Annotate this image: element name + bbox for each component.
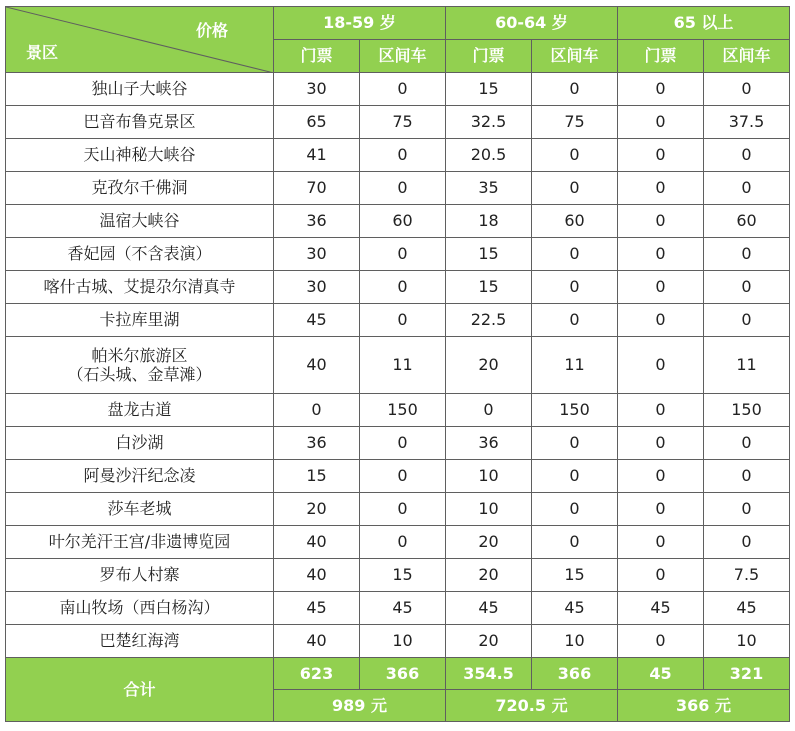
shuttle-price-cell: 0: [360, 493, 446, 526]
shuttle-price-cell: 0: [532, 238, 618, 271]
shuttle-price-cell: 0: [532, 271, 618, 304]
shuttle-price-cell: 10: [360, 625, 446, 658]
ticket-price-cell: 15: [446, 271, 532, 304]
ticket-price-cell: 40: [274, 559, 360, 592]
scenic-area-name: [6, 337, 274, 394]
price-column-label: 价格: [195, 21, 228, 40]
shuttle-price-cell: 0: [704, 427, 790, 460]
scenic-area-name-line: 白沙湖: [115, 433, 164, 453]
ticket-price-cell: 0: [618, 460, 704, 493]
scenic-area-name: [6, 625, 274, 658]
total-cell: 321: [704, 658, 790, 690]
scenic-area-column-label: 景区: [26, 42, 59, 62]
shuttle-price-cell: 0: [360, 73, 446, 106]
ticket-price-cell: 0: [274, 394, 360, 427]
table-row: [6, 106, 790, 139]
shuttle-price-cell: 10: [532, 625, 618, 658]
ticket-price-cell: 20.5: [446, 139, 532, 172]
shuttle-price-cell: 15: [532, 559, 618, 592]
shuttle-price-cell: 150: [532, 394, 618, 427]
ticket-price-cell: 32.5: [446, 106, 532, 139]
scenic-area-name: [6, 238, 274, 271]
ticket-price-cell: 40: [274, 625, 360, 658]
ticket-price-cell: 36: [274, 205, 360, 238]
ticket-price-cell: 10: [446, 460, 532, 493]
shuttle-price-cell: 0: [704, 271, 790, 304]
scenic-area-name: [6, 427, 274, 460]
shuttle-price-cell: 11: [532, 337, 618, 394]
shuttle-price-cell: 0: [704, 526, 790, 559]
scenic-area-name-line: 罗布人村寨: [99, 565, 180, 585]
scenic-area-name-line: 卡拉库里湖: [99, 310, 180, 330]
ticket-price-cell: 0: [618, 625, 704, 658]
table-row: [6, 73, 790, 106]
ticket-price-cell: 0: [618, 106, 704, 139]
scenic-area-name-line: 盘龙古道: [107, 400, 172, 420]
ticket-price-cell: 45: [274, 304, 360, 337]
shuttle-price-cell: 0: [532, 172, 618, 205]
shuttle-price-cell: 0: [704, 493, 790, 526]
ticket-price-cell: 18: [446, 205, 532, 238]
ticket-price-cell: 0: [446, 394, 532, 427]
shuttle-price-cell: 15: [360, 559, 446, 592]
ticket-price-cell: 30: [274, 271, 360, 304]
shuttle-price-cell: 0: [360, 526, 446, 559]
ticket-price-cell: 0: [618, 526, 704, 559]
group-header-60-64: 60-64 岁: [446, 7, 618, 40]
scenic-area-name: [6, 106, 274, 139]
ticket-price-cell: 20: [446, 526, 532, 559]
ticket-price-cell: 36: [446, 427, 532, 460]
table-row: [6, 559, 790, 592]
shuttle-price-cell: 0: [360, 460, 446, 493]
shuttle-price-cell: 7.5: [704, 559, 790, 592]
ticket-price-cell: 20: [446, 559, 532, 592]
total-cell: 366: [532, 658, 618, 690]
shuttle-price-cell: 11: [360, 337, 446, 394]
total-cell: 354.5: [446, 658, 532, 690]
scenic-area-name-line: 克孜尔千佛洞: [91, 178, 188, 198]
sub-header-ticket: 门票: [274, 40, 360, 73]
corner-header-cell: [6, 7, 274, 73]
ticket-price-cell: 30: [274, 73, 360, 106]
shuttle-price-cell: 150: [360, 394, 446, 427]
ticket-price-cell: 0: [618, 238, 704, 271]
ticket-price-cell: 0: [618, 205, 704, 238]
corner-diagonal-line: [6, 7, 274, 73]
scenic-area-name-line: 阿曼沙汗纪念凌: [83, 466, 196, 486]
table-row: [6, 337, 790, 394]
shuttle-price-cell: 75: [360, 106, 446, 139]
shuttle-price-cell: 0: [360, 238, 446, 271]
ticket-price-cell: 20: [274, 493, 360, 526]
shuttle-price-cell: 0: [532, 526, 618, 559]
ticket-price-cell: 40: [274, 337, 360, 394]
shuttle-price-cell: 0: [532, 73, 618, 106]
ticket-price-cell: 70: [274, 172, 360, 205]
scenic-area-name: [6, 559, 274, 592]
ticket-price-cell: 0: [618, 172, 704, 205]
shuttle-price-cell: 0: [360, 271, 446, 304]
scenic-area-name-line: 香妃园（不含表演）: [67, 244, 212, 264]
ticket-price-cell: 0: [618, 73, 704, 106]
shuttle-price-cell: 0: [360, 172, 446, 205]
table-row: [6, 625, 790, 658]
sub-header-shuttle: 区间车: [360, 40, 446, 73]
scenic-area-name: [6, 73, 274, 106]
ticket-price-cell: 0: [618, 427, 704, 460]
table-row: [6, 427, 790, 460]
scenic-area-name-line: 巴楚红海湾: [99, 631, 180, 651]
sub-header-ticket: 门票: [618, 40, 704, 73]
shuttle-price-cell: 0: [704, 238, 790, 271]
table-row: [6, 205, 790, 238]
scenic-area-name: [6, 304, 274, 337]
ticket-price-cell: 0: [618, 337, 704, 394]
ticket-price-cell: 36: [274, 427, 360, 460]
table-row: [6, 304, 790, 337]
table-row: [6, 139, 790, 172]
scenic-area-name-line: 温宿大峡谷: [99, 211, 180, 231]
ticket-price-cell: 40: [274, 526, 360, 559]
ticket-price-cell: 22.5: [446, 304, 532, 337]
scenic-area-name-line: 南山牧场（西白杨沟）: [59, 598, 220, 618]
table-row: [6, 493, 790, 526]
group-total-18-59: 989 元: [274, 690, 446, 722]
scenic-area-name-line: 喀什古城、艾提尕尔清真寺: [43, 277, 236, 297]
shuttle-price-cell: 37.5: [704, 106, 790, 139]
shuttle-price-cell: 10: [704, 625, 790, 658]
table-row: [6, 271, 790, 304]
shuttle-price-cell: 0: [532, 493, 618, 526]
scenic-area-name: [6, 592, 274, 625]
shuttle-price-cell: 0: [704, 73, 790, 106]
scenic-area-name-line: 巴音布鲁克景区: [83, 112, 196, 132]
scenic-area-name-line: （石头城、金草滩）: [67, 365, 212, 384]
table-row: [6, 172, 790, 205]
scenic-area-name-line: 帕米尔旅游区: [91, 345, 188, 365]
scenic-area-name-line: 叶尔羌汗王宫/非遗博览园: [48, 532, 231, 552]
ticket-price-cell: 15: [446, 238, 532, 271]
group-header-65-plus: 65 以上: [618, 7, 790, 40]
group-total-60-64: 720.5 元: [446, 690, 618, 722]
ticket-price-cell: 45: [446, 592, 532, 625]
scenic-area-name: [6, 460, 274, 493]
shuttle-price-cell: 0: [532, 427, 618, 460]
ticket-price-cell: 65: [274, 106, 360, 139]
scenic-area-name: [6, 271, 274, 304]
ticket-price-cell: 35: [446, 172, 532, 205]
shuttle-price-cell: 0: [532, 460, 618, 493]
table-row: [6, 238, 790, 271]
ticket-price-cell: 41: [274, 139, 360, 172]
table-row: [6, 526, 790, 559]
table-row: [6, 394, 790, 427]
shuttle-price-cell: 60: [704, 205, 790, 238]
shuttle-price-cell: 0: [360, 427, 446, 460]
shuttle-price-cell: 0: [704, 172, 790, 205]
scenic-area-name: [6, 205, 274, 238]
group-header-18-59: 18-59 岁: [274, 7, 446, 40]
ticket-price-cell: 20: [446, 625, 532, 658]
ticket-price-cell: 0: [618, 559, 704, 592]
ticket-price-cell: 0: [618, 271, 704, 304]
shuttle-price-cell: 11: [704, 337, 790, 394]
shuttle-price-cell: 0: [532, 304, 618, 337]
shuttle-price-cell: 0: [704, 460, 790, 493]
table-row: [6, 592, 790, 625]
shuttle-price-cell: 45: [704, 592, 790, 625]
sub-header-shuttle: 区间车: [704, 40, 790, 73]
shuttle-price-cell: 0: [360, 139, 446, 172]
scenic-area-name: [6, 139, 274, 172]
ticket-price-cell: 20: [446, 337, 532, 394]
ticket-price-cell: 10: [446, 493, 532, 526]
total-cell: 366: [360, 658, 446, 690]
total-cell: 623: [274, 658, 360, 690]
sub-header-ticket: 门票: [446, 40, 532, 73]
ticket-price-cell: 15: [274, 460, 360, 493]
ticket-price-table: [5, 6, 790, 722]
group-total-65-plus: 366 元: [618, 690, 790, 722]
ticket-price-cell: 0: [618, 493, 704, 526]
ticket-price-cell: 45: [618, 592, 704, 625]
scenic-area-name: [6, 526, 274, 559]
scenic-area-name-line: 天山神秘大峡谷: [83, 145, 196, 165]
shuttle-price-cell: 0: [532, 139, 618, 172]
table-row: [6, 460, 790, 493]
sub-header-shuttle: 区间车: [532, 40, 618, 73]
scenic-area-name-line: 莎车老城: [107, 499, 172, 519]
shuttle-price-cell: 75: [532, 106, 618, 139]
shuttle-price-cell: 60: [532, 205, 618, 238]
ticket-price-cell: 0: [618, 304, 704, 337]
ticket-price-cell: 0: [618, 394, 704, 427]
shuttle-price-cell: 60: [360, 205, 446, 238]
scenic-area-name: [6, 493, 274, 526]
scenic-area-name-line: 独山子大峡谷: [91, 79, 188, 99]
ticket-price-cell: 45: [274, 592, 360, 625]
scenic-area-name: [6, 172, 274, 205]
total-label: 合计: [6, 658, 274, 722]
shuttle-price-cell: 0: [704, 304, 790, 337]
shuttle-price-cell: 45: [532, 592, 618, 625]
total-cell: 45: [618, 658, 704, 690]
ticket-price-cell: 15: [446, 73, 532, 106]
shuttle-price-cell: 150: [704, 394, 790, 427]
shuttle-price-cell: 45: [360, 592, 446, 625]
table-body: [6, 73, 790, 658]
ticket-price-cell: 30: [274, 238, 360, 271]
ticket-price-cell: 0: [618, 139, 704, 172]
scenic-area-name: [6, 394, 274, 427]
shuttle-price-cell: 0: [704, 139, 790, 172]
shuttle-price-cell: 0: [360, 304, 446, 337]
